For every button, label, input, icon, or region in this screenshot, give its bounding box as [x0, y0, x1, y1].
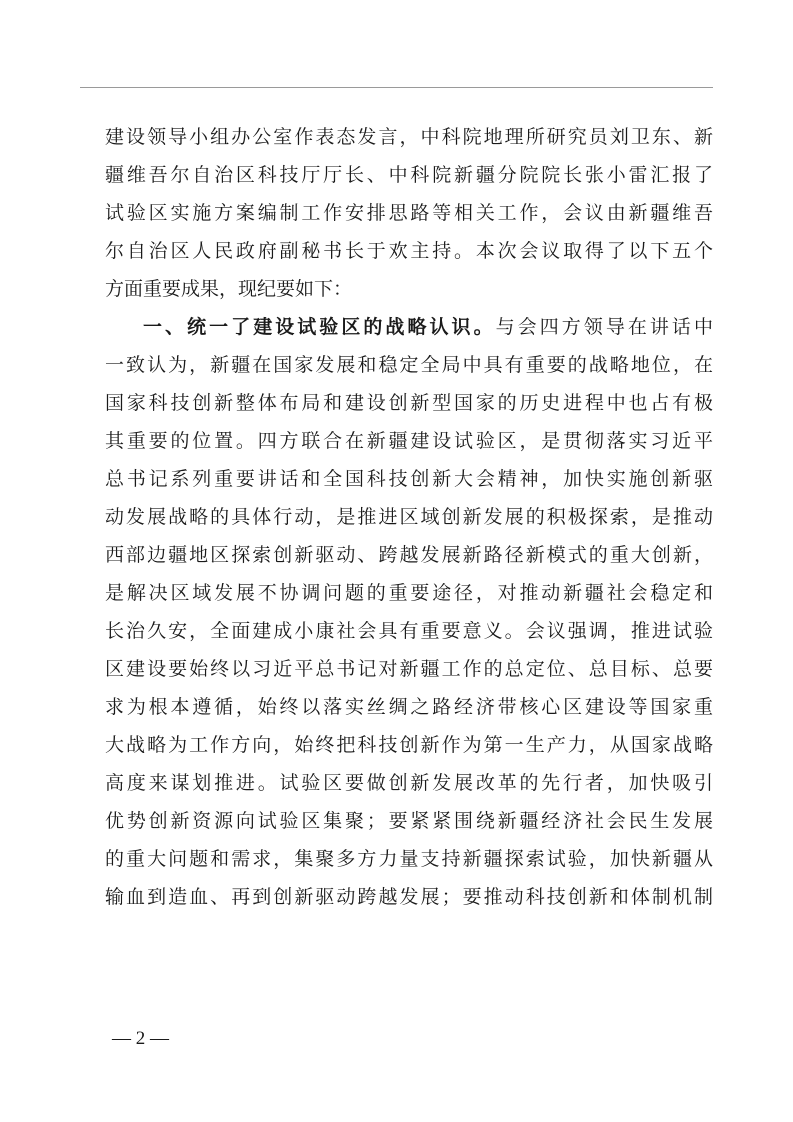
text-line: 疆维吾尔自治区科技厅厅长、中科院新疆分院院长张小雷汇报了: [105, 164, 713, 186]
section-heading: 一、统一了建设试验区的战略认识。: [143, 316, 496, 338]
text-line: 大战略为工作方向，始终把科技创新作为第一生产力，从国家战略: [105, 734, 713, 756]
text-line: 输血到造血、再到创新驱动跨越发展；要推动科技创新和体制机制: [105, 886, 713, 908]
text-line: 西部边疆地区探索创新驱动、跨越发展新路径新模式的重大创新，: [105, 544, 713, 566]
body-text: [105, 118, 713, 916]
text-line: 其重要的位置。四方联合在新疆建设试验区，是贯彻落实习近平: [105, 430, 713, 452]
text-line: 方面重要成果，现纪要如下：: [105, 278, 353, 300]
text-line: 建设领导小组办公室作表态发言，中科院地理所研究员刘卫东、新: [105, 126, 713, 148]
text-line: 总书记系列重要讲话和全国科技创新大会精神，加快实施创新驱: [105, 468, 713, 490]
text-line: 优势创新资源向试验区集聚；要紧紧围绕新疆经济社会民生发展: [105, 810, 713, 832]
text-line: 试验区实施方案编制工作安排思路等相关工作，会议由新疆维吾: [105, 202, 713, 224]
text-line: 国家科技创新整体布局和建设创新型国家的历史进程中也占有极: [105, 392, 713, 414]
text-line: 动发展战略的具体行动，是推进区域创新发展的积极探索，是推动: [105, 506, 713, 528]
text-line: 区建设要始终以习近平总书记对新疆工作的总定位、总目标、总要: [105, 658, 713, 680]
paragraph-2: [105, 308, 713, 916]
text-line: [105, 308, 713, 346]
heading-line-rest: 与会四方领导在讲话中: [495, 316, 713, 338]
text-line: 尔自治区人民政府副秘书长于欢主持。本次会议取得了以下五个: [105, 240, 713, 262]
text-line: 长治久安，全面建成小康社会具有重要意义。会议强调，推进试验: [105, 620, 713, 642]
text-line: 求为根本遵循，始终以落实丝绸之路经济带核心区建设等国家重: [105, 696, 713, 718]
text-line: 一致认为，新疆在国家发展和稳定全局中具有重要的战略地位，在: [105, 354, 713, 376]
text-line: 高度来谋划推进。试验区要做创新发展改革的先行者，加快吸引: [105, 772, 713, 794]
text-line: 是解决区域发展不协调问题的重要途径，对推动新疆社会稳定和: [105, 582, 713, 604]
header-rule: [80, 87, 713, 88]
paragraph-1: [105, 118, 713, 308]
page-number: — 2 —: [112, 1028, 169, 1049]
text-line: 的重大问题和需求，集聚多方力量支持新疆探索试验，加快新疆从: [105, 848, 713, 870]
